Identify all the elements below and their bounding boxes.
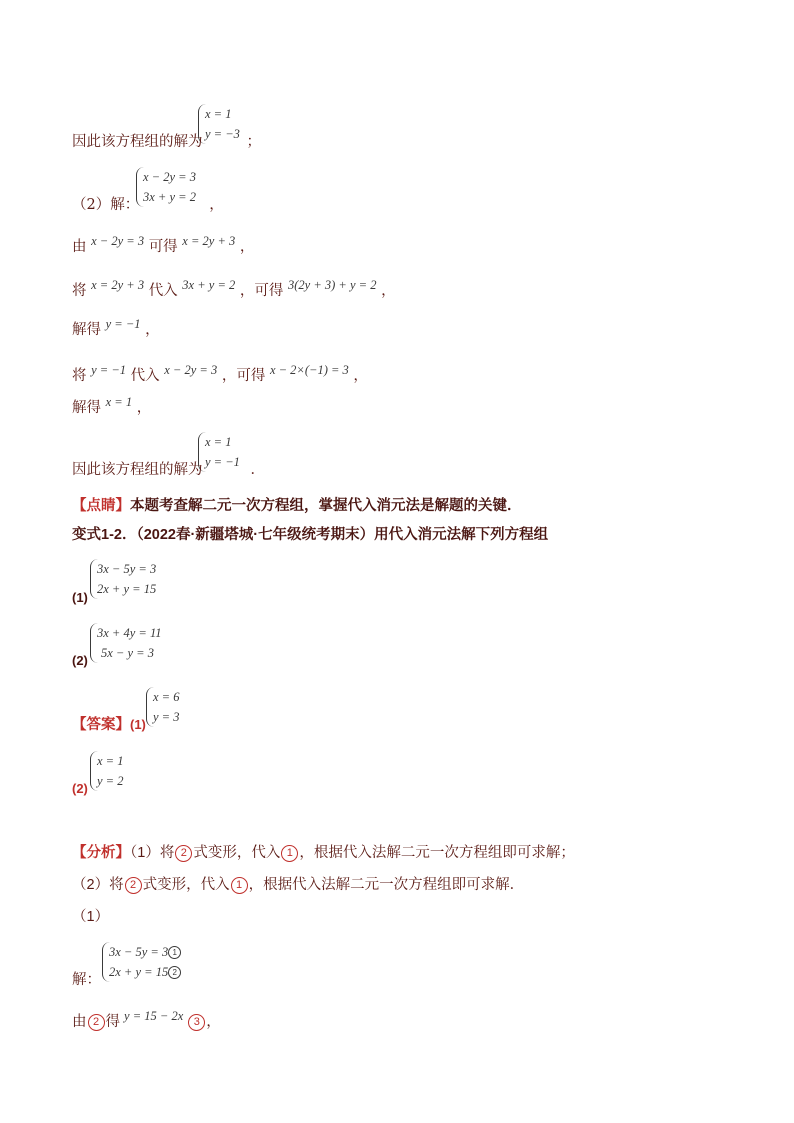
- conclusion-line-2: [72, 460, 265, 480]
- text: ，: [381, 283, 396, 299]
- circled-number: 2: [175, 845, 192, 862]
- variant-label-1: (1): [72, 590, 88, 605]
- system-eq: 3x − 5y = 3: [97, 562, 157, 576]
- math: 3x + y = 2: [182, 278, 236, 292]
- text: 因此该方程组的解为: [72, 134, 203, 150]
- variant-system-2: [90, 623, 162, 663]
- text: ，: [353, 368, 368, 384]
- text: （1）将: [130, 845, 175, 861]
- math: x = 1: [105, 395, 133, 409]
- text: ，: [206, 1014, 221, 1030]
- solution-step-line: [72, 1009, 221, 1032]
- answer-system-1: [146, 687, 179, 727]
- step-line-1: [72, 234, 255, 257]
- system-eq: y = −1: [205, 455, 240, 469]
- text: ，: [145, 322, 160, 338]
- math: y = −1: [91, 363, 127, 377]
- text: 可得: [148, 239, 178, 255]
- dianjing-label: 【点睛】: [72, 498, 130, 514]
- math: x = 2y + 3: [91, 278, 145, 292]
- text: ．: [250, 462, 265, 478]
- text: 由: [72, 1014, 87, 1030]
- dianjing-line: [72, 496, 522, 516]
- text: 因此该方程组的解为: [72, 462, 203, 478]
- solution-part-label: （1）: [72, 909, 110, 925]
- text: （2）解：: [72, 197, 140, 213]
- solution-system: [102, 942, 181, 982]
- circled-number: 1: [281, 845, 298, 862]
- system-eq: x − 2y = 3: [143, 170, 196, 184]
- system-eq: x = 1: [97, 754, 124, 768]
- text: （2）将: [72, 877, 124, 893]
- step-line-4: [72, 363, 368, 386]
- text: ，可得: [221, 368, 266, 384]
- text: ，可得: [239, 283, 284, 299]
- math: 3(2y + 3) + y = 2: [287, 278, 377, 292]
- answer-label: 【答案】: [72, 717, 130, 733]
- variant-system-1: [90, 559, 156, 599]
- answer-line: [72, 715, 146, 735]
- circled-number: 2: [88, 1014, 105, 1031]
- math: x = 2y + 3: [182, 234, 236, 248]
- analysis-line-1: [72, 843, 575, 863]
- variant-label-2: (2): [72, 653, 88, 668]
- text: 解得: [72, 400, 101, 416]
- text: ，根据代入法解二元一次方程组即可求解．: [248, 877, 525, 893]
- circled-number: 1: [231, 877, 248, 894]
- math: x − 2×(−1) = 3: [269, 363, 349, 377]
- system-eq: 3x + y = 2: [143, 190, 196, 204]
- part-2-heading: [72, 195, 224, 215]
- circled-number: 2: [125, 877, 142, 894]
- text: 式变形，代入: [193, 845, 281, 861]
- math: x − 2y = 3: [91, 234, 145, 248]
- text: 式变形，代入: [142, 877, 230, 893]
- dianjing-text: 本题考查解二元一次方程组，掌握代入消元法是解题的关键．: [130, 498, 522, 514]
- system-eq: y = 2: [97, 774, 124, 788]
- system-eq: 2x + y = 15: [97, 582, 157, 596]
- step-line-5: [72, 395, 152, 418]
- system-eq: 3x + 4y = 11: [97, 626, 162, 640]
- text: 将: [72, 368, 87, 384]
- text: ，: [209, 197, 224, 213]
- text: 得: [105, 1014, 120, 1030]
- text: ，: [239, 239, 255, 255]
- solution-prefix: 解：: [72, 972, 101, 988]
- math: y = −1: [105, 317, 141, 331]
- math: x − 2y = 3: [164, 363, 218, 377]
- answer-part-1: (1): [130, 717, 146, 732]
- system-eq: x = 6: [153, 690, 180, 704]
- system-eq: y = −3: [205, 127, 240, 141]
- circled-number: 1: [168, 946, 181, 959]
- answer-system-2: [90, 751, 123, 791]
- text: ；: [246, 134, 261, 150]
- text: 代入: [130, 368, 160, 384]
- analysis-line-2: [72, 875, 524, 895]
- text: 解得: [72, 322, 101, 338]
- math: y = 15 − 2x: [124, 1009, 184, 1023]
- system-eq: 5x − y = 3: [101, 646, 154, 660]
- system-eq-row: [109, 942, 181, 962]
- text: 将: [72, 283, 87, 299]
- variant-title: 变式1-2．（2022春·新疆塔城·七年级统考期末）用代入消元法解下列方程组: [72, 527, 549, 543]
- text: 由: [72, 239, 87, 255]
- text: ，: [136, 400, 152, 416]
- step-line-2: [72, 278, 396, 301]
- system-eq: x = 1: [205, 107, 232, 121]
- answer-part-2: (2): [72, 781, 88, 796]
- system-eq: 2x + y = 15: [109, 965, 169, 979]
- analysis-label: 【分析】: [72, 845, 130, 861]
- system-eq: 3x − 5y = 3: [109, 945, 169, 959]
- step-line-3: [72, 317, 160, 340]
- system-eq: y = 3: [153, 710, 180, 724]
- conclusion-line-1: [72, 132, 261, 152]
- system-eq-row: [109, 962, 181, 982]
- circled-number: 2: [168, 966, 181, 979]
- text: 代入: [148, 283, 178, 299]
- system-eq: x = 1: [205, 435, 232, 449]
- circled-number: 3: [188, 1014, 205, 1031]
- text: ，根据代入法解二元一次方程组即可求解；: [299, 845, 575, 861]
